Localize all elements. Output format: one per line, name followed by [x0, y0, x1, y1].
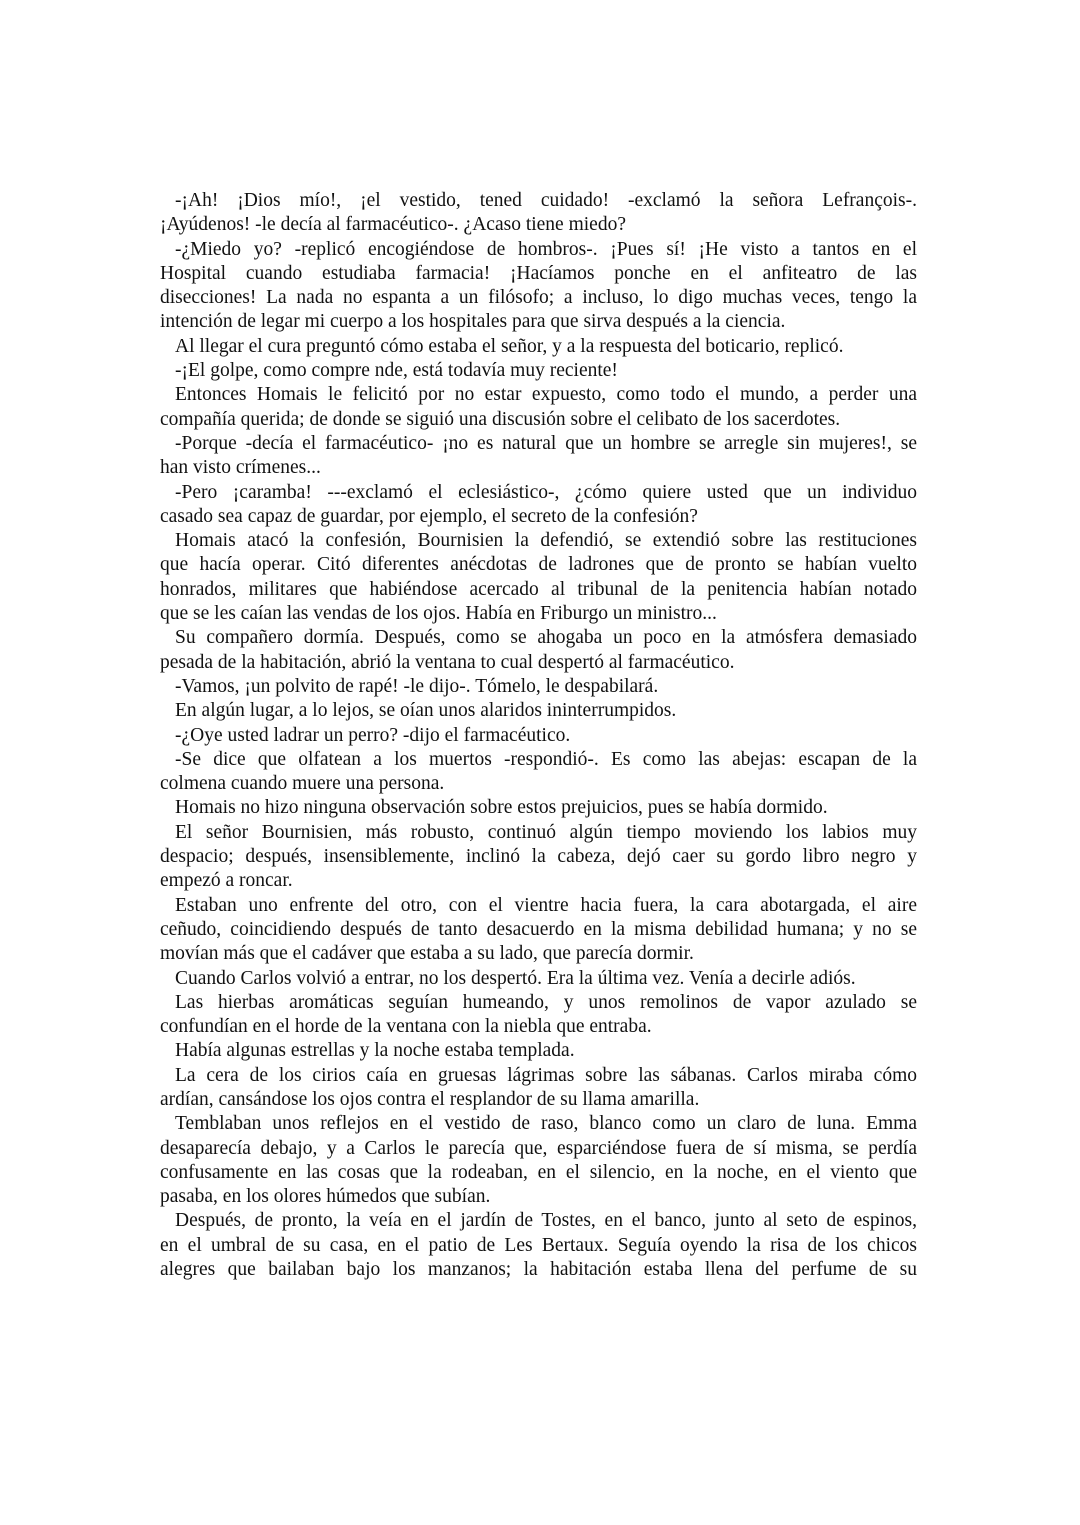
- paragraph: [160, 1112, 917, 1209]
- text-line: ardían, cansándose los ojos contra el resplandor de su llama amarilla.: [160, 1088, 700, 1110]
- text-line: -Vamos, ¡un polvito de rapé! -le dijo-. Tómelo, le despabilará.: [175, 675, 659, 697]
- text-line: casado sea capaz de guardar, por ejemplo, el secreto de la confesión?: [160, 505, 698, 527]
- text-line: Entonces Homais le felicitó por no estar expuesto, como todo el mundo, a perder una: [175, 384, 917, 406]
- text-line: -Pero ¡caramba! ---exclamó el eclesiástico-, ¿cómo quiere usted que un individuo: [175, 481, 917, 503]
- paragraph: [160, 724, 917, 748]
- paragraph: [160, 699, 917, 723]
- text-line: En algún lugar, a lo lejos, se oían unos alaridos ininterrumpidos.: [175, 700, 677, 722]
- text-line: confundían en el horde de la ventana con la niebla que entraba.: [160, 1016, 652, 1038]
- text-line: -¿Oye usted ladrar un perro? -dijo el farmacéutico.: [175, 724, 571, 746]
- paragraph: [160, 359, 917, 383]
- text-line: confusamente en las cosas que la rodeaban, en el silencio, en la noche, en el viento que: [160, 1161, 917, 1183]
- paragraph: [160, 748, 917, 797]
- text-line: Homais atacó la confesión, Bournisien la defendió, se extendió sobre las restituciones: [175, 530, 917, 552]
- text-line: Las hierbas aromáticas seguían humeando, y unos remolinos de vapor azulado se: [175, 991, 917, 1013]
- text-line: que hacía operar. Citó diferentes anécdotas de ladrones que de pronto se habían vuelto: [160, 554, 917, 576]
- paragraph: [160, 894, 917, 967]
- text-line: que se les caían las vendas de los ojos. Había en Friburgo un ministro...: [160, 603, 717, 625]
- text-line: Después, de pronto, la veía en el jardín de Tostes, en el banco, junto al seto de espinos,: [175, 1210, 917, 1232]
- paragraph: [160, 189, 917, 238]
- paragraph: [160, 481, 917, 530]
- text-line: El señor Bournisien, más robusto, continuó algún tiempo moviendo los labios muy: [175, 821, 917, 843]
- text-line: en el umbral de su casa, en el patio de Les Bertaux. Seguía oyendo la risa de los chicos: [160, 1234, 917, 1256]
- paragraph: [160, 1209, 917, 1282]
- text-line: movían más que el cadáver que estaba a su lado, que parecía dormir.: [160, 943, 694, 965]
- text-line: -Porque -decía el farmacéutico- ¡no es natural que un hombre se arregle sin mujeres!, se: [175, 432, 917, 454]
- paragraph: [160, 1039, 917, 1063]
- paragraph: [160, 626, 917, 675]
- text-line: pasaba, en los olores húmedos que subían.: [160, 1186, 491, 1208]
- paragraph: [160, 991, 917, 1040]
- text-line: Hospital cuando estudiaba farmacia! ¡Hacíamos ponche en el anfiteatro de las: [160, 262, 917, 284]
- text-line: ¡Ayúdenos! -le decía al farmacéutico-. ¿Acaso tiene miedo?: [160, 214, 626, 236]
- paragraph: [160, 335, 917, 359]
- paragraph: [160, 383, 917, 432]
- text-line: intención de legar mi cuerpo a los hospitales para que sirva después a la ciencia.: [160, 311, 786, 333]
- text-line: Estaban uno enfrente del otro, con el vientre hacia fuera, la cara abotargada, el aire: [175, 894, 917, 916]
- text-line: La cera de los cirios caía en gruesas lágrimas sobre las sábanas. Carlos miraba cómo: [175, 1064, 917, 1086]
- paragraph: [160, 529, 917, 626]
- paragraph: [160, 675, 917, 699]
- text-line: -¡Ah! ¡Dios mío!, ¡el vestido, tened cuidado! -exclamó la señora Lefrançois-.: [175, 190, 917, 211]
- paragraph: [160, 821, 917, 894]
- paragraph: [160, 432, 917, 481]
- text-line: desaparecía debajo, y a Carlos le parecía que, esparciéndose fuera de sí misma, se perdía: [160, 1137, 917, 1159]
- paragraph: [160, 796, 917, 820]
- text-line: Temblaban unos reflejos en el vestido de raso, blanco como un claro de luna. Emma: [175, 1113, 917, 1135]
- text-line: despacio; después, insensiblemente, inclinó la cabeza, dejó caer su gordo libro negro y: [160, 846, 917, 868]
- text-line: Su compañero dormía. Después, como se ahogaba un poco en la atmósfera demasiado: [175, 627, 917, 649]
- text-line: colmena cuando muere una persona.: [160, 773, 445, 795]
- text-line: Al llegar el cura preguntó cómo estaba el señor, y a la respuesta del boticario, replicó.: [175, 335, 844, 357]
- text-line: disecciones! La nada no espanta a un filósofo; a incluso, lo digo muchas veces, tengo la: [160, 287, 917, 309]
- text-line: -¿Miedo yo? -replicó encogiéndose de hombros-. ¡Pues sí! ¡He visto a tantos en el: [175, 238, 917, 260]
- paragraph: [160, 967, 917, 991]
- text-line: Había algunas estrellas y la noche estaba templada.: [175, 1040, 575, 1062]
- text-line: honrados, militares que habiéndose acercado al tribunal de la penitencia habían notado: [160, 578, 917, 600]
- text-line: Cuando Carlos volvió a entrar, no los despertó. Era la última vez. Venía a decirle adiós.: [175, 967, 856, 989]
- text-line: ceñudo, coincidiendo después de tanto desacuerdo en la misma debilidad humana; y no se: [160, 918, 917, 940]
- text-line: Homais no hizo ninguna observación sobre estos prejuicios, pues se había dormido.: [175, 797, 828, 819]
- text-line: -¡El golpe, como compre nde, está todavía muy reciente!: [175, 360, 618, 382]
- text-line: pesada de la habitación, abrió la ventana to cual despertó al farmacéutico.: [160, 651, 735, 673]
- text-line: -Se dice que olfatean a los muertos -respondió-. Es como las abejas: escapan de la: [175, 748, 917, 770]
- text-line: empezó a roncar.: [160, 870, 293, 892]
- text-line: compañía querida; de donde se siguió una discusión sobre el celibato de los sacerdotes.: [160, 408, 841, 430]
- document-page: [160, 189, 917, 1282]
- text-line: han visto crímenes...: [160, 457, 321, 479]
- paragraph: [160, 238, 917, 335]
- text-line: alegres que bailaban bajo los manzanos; la habitación estaba llena del perfume de su: [160, 1259, 917, 1281]
- paragraph: [160, 1064, 917, 1113]
